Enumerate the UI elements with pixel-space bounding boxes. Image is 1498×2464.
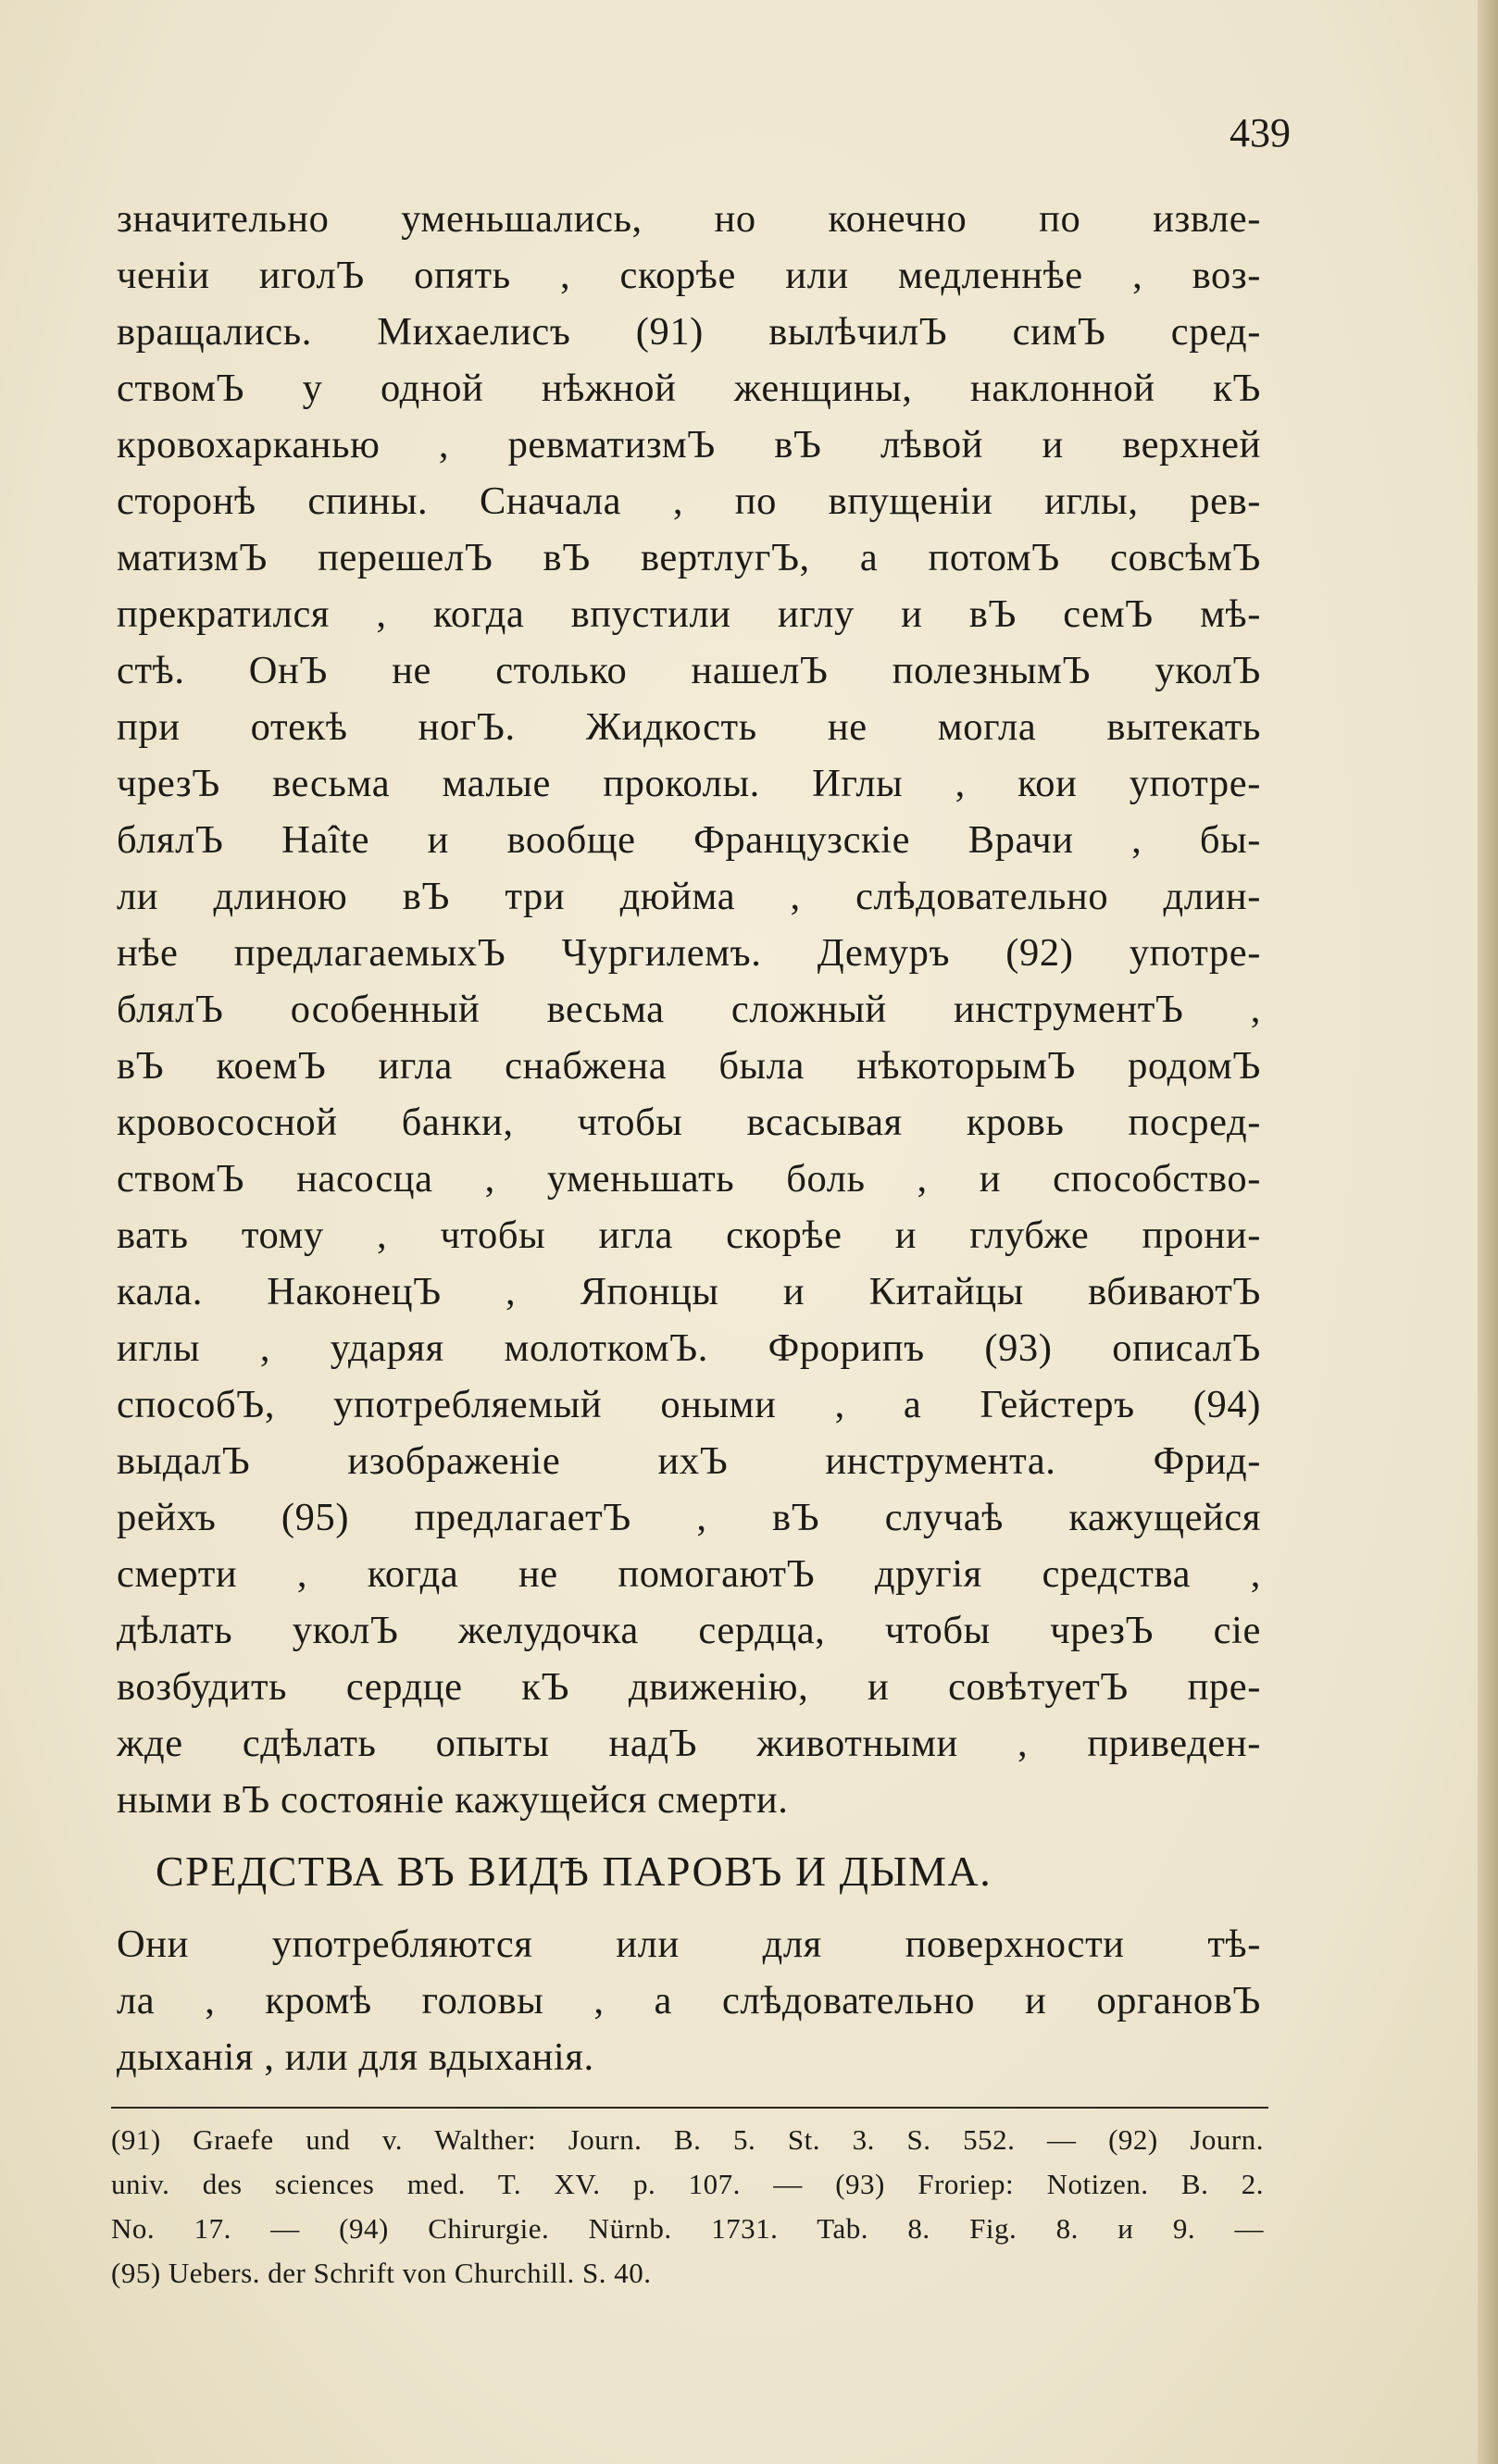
text-line: рейхъ (95) предлагаетЪ , вЪ случаѣ кажущейся [117,1496,1261,1539]
text-line: блялЪ Haîte и вообще Французскіе Врачи , бы- [117,818,1261,862]
text-line: при отекѣ ногЪ. Жидкость не могла вытекать [117,705,1261,749]
text-line: смерти , когда не помогаютЪ другія средства , [117,1552,1261,1596]
text-line: прекратился , когда впустили иглу и вЪ семЪ мѣ- [117,592,1261,636]
text-line: возбудить сердце кЪ движенію, и совѣтуетЪ пре- [117,1665,1261,1709]
text-line: ли длиною вЪ три дюйма , слѣдовательно длин- [117,875,1261,918]
footnote-line: univ. des sciences med. T. XV. p. 107. — (93) Froriep: Notizen. B. 2. [111,2168,1264,2200]
text-line: ными вЪ состояніе кажущейся смерти. [117,1778,789,1822]
footnote-line: No. 17. — (94) Chirurgie. Nürnb. 1731. Tab. 8. Fig. 8. и 9. — [111,2212,1264,2245]
text-line: значительно уменьшались, но конечно по извле- [117,197,1261,241]
text-line: вать тому , чтобы игла скорѣе и глубже прони- [117,1213,1261,1257]
text-line: жде сдѣлать опыты надЪ животными , приведен- [117,1722,1261,1765]
text-line: ствомЪ насосца , уменьшать боль , и способство- [117,1157,1261,1201]
text-line: вращались. Михаелисъ (91) вылѣчилЪ симЪ сред- [117,310,1261,354]
footnotes [111,2118,1264,2296]
footnote-line: (91) Graefe und v. Walther: Journ. B. 5. St. 3. S. 552. — (92) Journ. [111,2123,1264,2156]
text-line: ла , кромѣ головы , а слѣдовательно и органовЪ [117,1979,1261,2022]
text-line: иглы , ударяя молоткомЪ. Фрорипъ (93) описалЪ [117,1326,1261,1370]
text-line: вЪ коемЪ игла снабжена была нѣкоторымЪ родомЪ [117,1044,1261,1088]
text-line: дыханія , или для вдыханія. [117,2035,594,2079]
text-line: чрезЪ весьма малые проколы. Иглы , кои употре- [117,762,1261,805]
section-paragraph [117,1916,1261,2085]
page-edge [1478,0,1498,2464]
text-line: сторонѣ спины. Сначала , по впущеніи иглы, рев- [117,479,1261,523]
text-line: блялЪ особенный весьма сложный инструментЪ , [117,988,1261,1031]
text-line: Они употребляются или для поверхности тѣ- [117,1923,1261,1966]
text-line: ченіи иголЪ опять , скорѣе или медленнѣе , воз- [117,254,1261,297]
text-line: способЪ, употребляемый оными , а Гейстеръ (94) [117,1383,1261,1426]
text-line: дѣлать уколЪ желудочка сердца, чтобы чрезЪ сіе [117,1609,1261,1652]
page-number: 439 [1230,110,1291,156]
text-line: нѣе предлагаемыхЪ Чургилемъ. Демуръ (92) употре- [117,931,1261,975]
section-heading: СРЕДСТВА ВЪ ВИДѢ ПАРОВЪ И ДЫМА. [156,1848,992,1895]
text-line: матизмЪ перешелЪ вЪ вертлугЪ, а потомЪ совсѣмЪ [117,536,1261,579]
text-line: кровохарканью , ревматизмЪ вЪ лѣвой и верхней [117,423,1261,467]
text-line: выдалЪ изображеніе ихЪ инструмента. Фрид- [117,1439,1261,1483]
footnote-line: (95) Uebers. der Schrift von Churchill. S. 40. [111,2257,652,2289]
text-line: ствомЪ у одной нѣжной женщины, наклонной кЪ [117,367,1261,410]
main-paragraph [117,191,1261,1828]
text-line: стѣ. ОнЪ не столько нашелЪ полезнымЪ уколЪ [117,649,1261,692]
footnote-divider [111,2107,1268,2109]
text-line: кала. НаконецЪ , Японцы и Китайцы вбиваютЪ [117,1270,1261,1313]
text-line: кровососной банки, чтобы всасывая кровь посред- [117,1101,1261,1144]
